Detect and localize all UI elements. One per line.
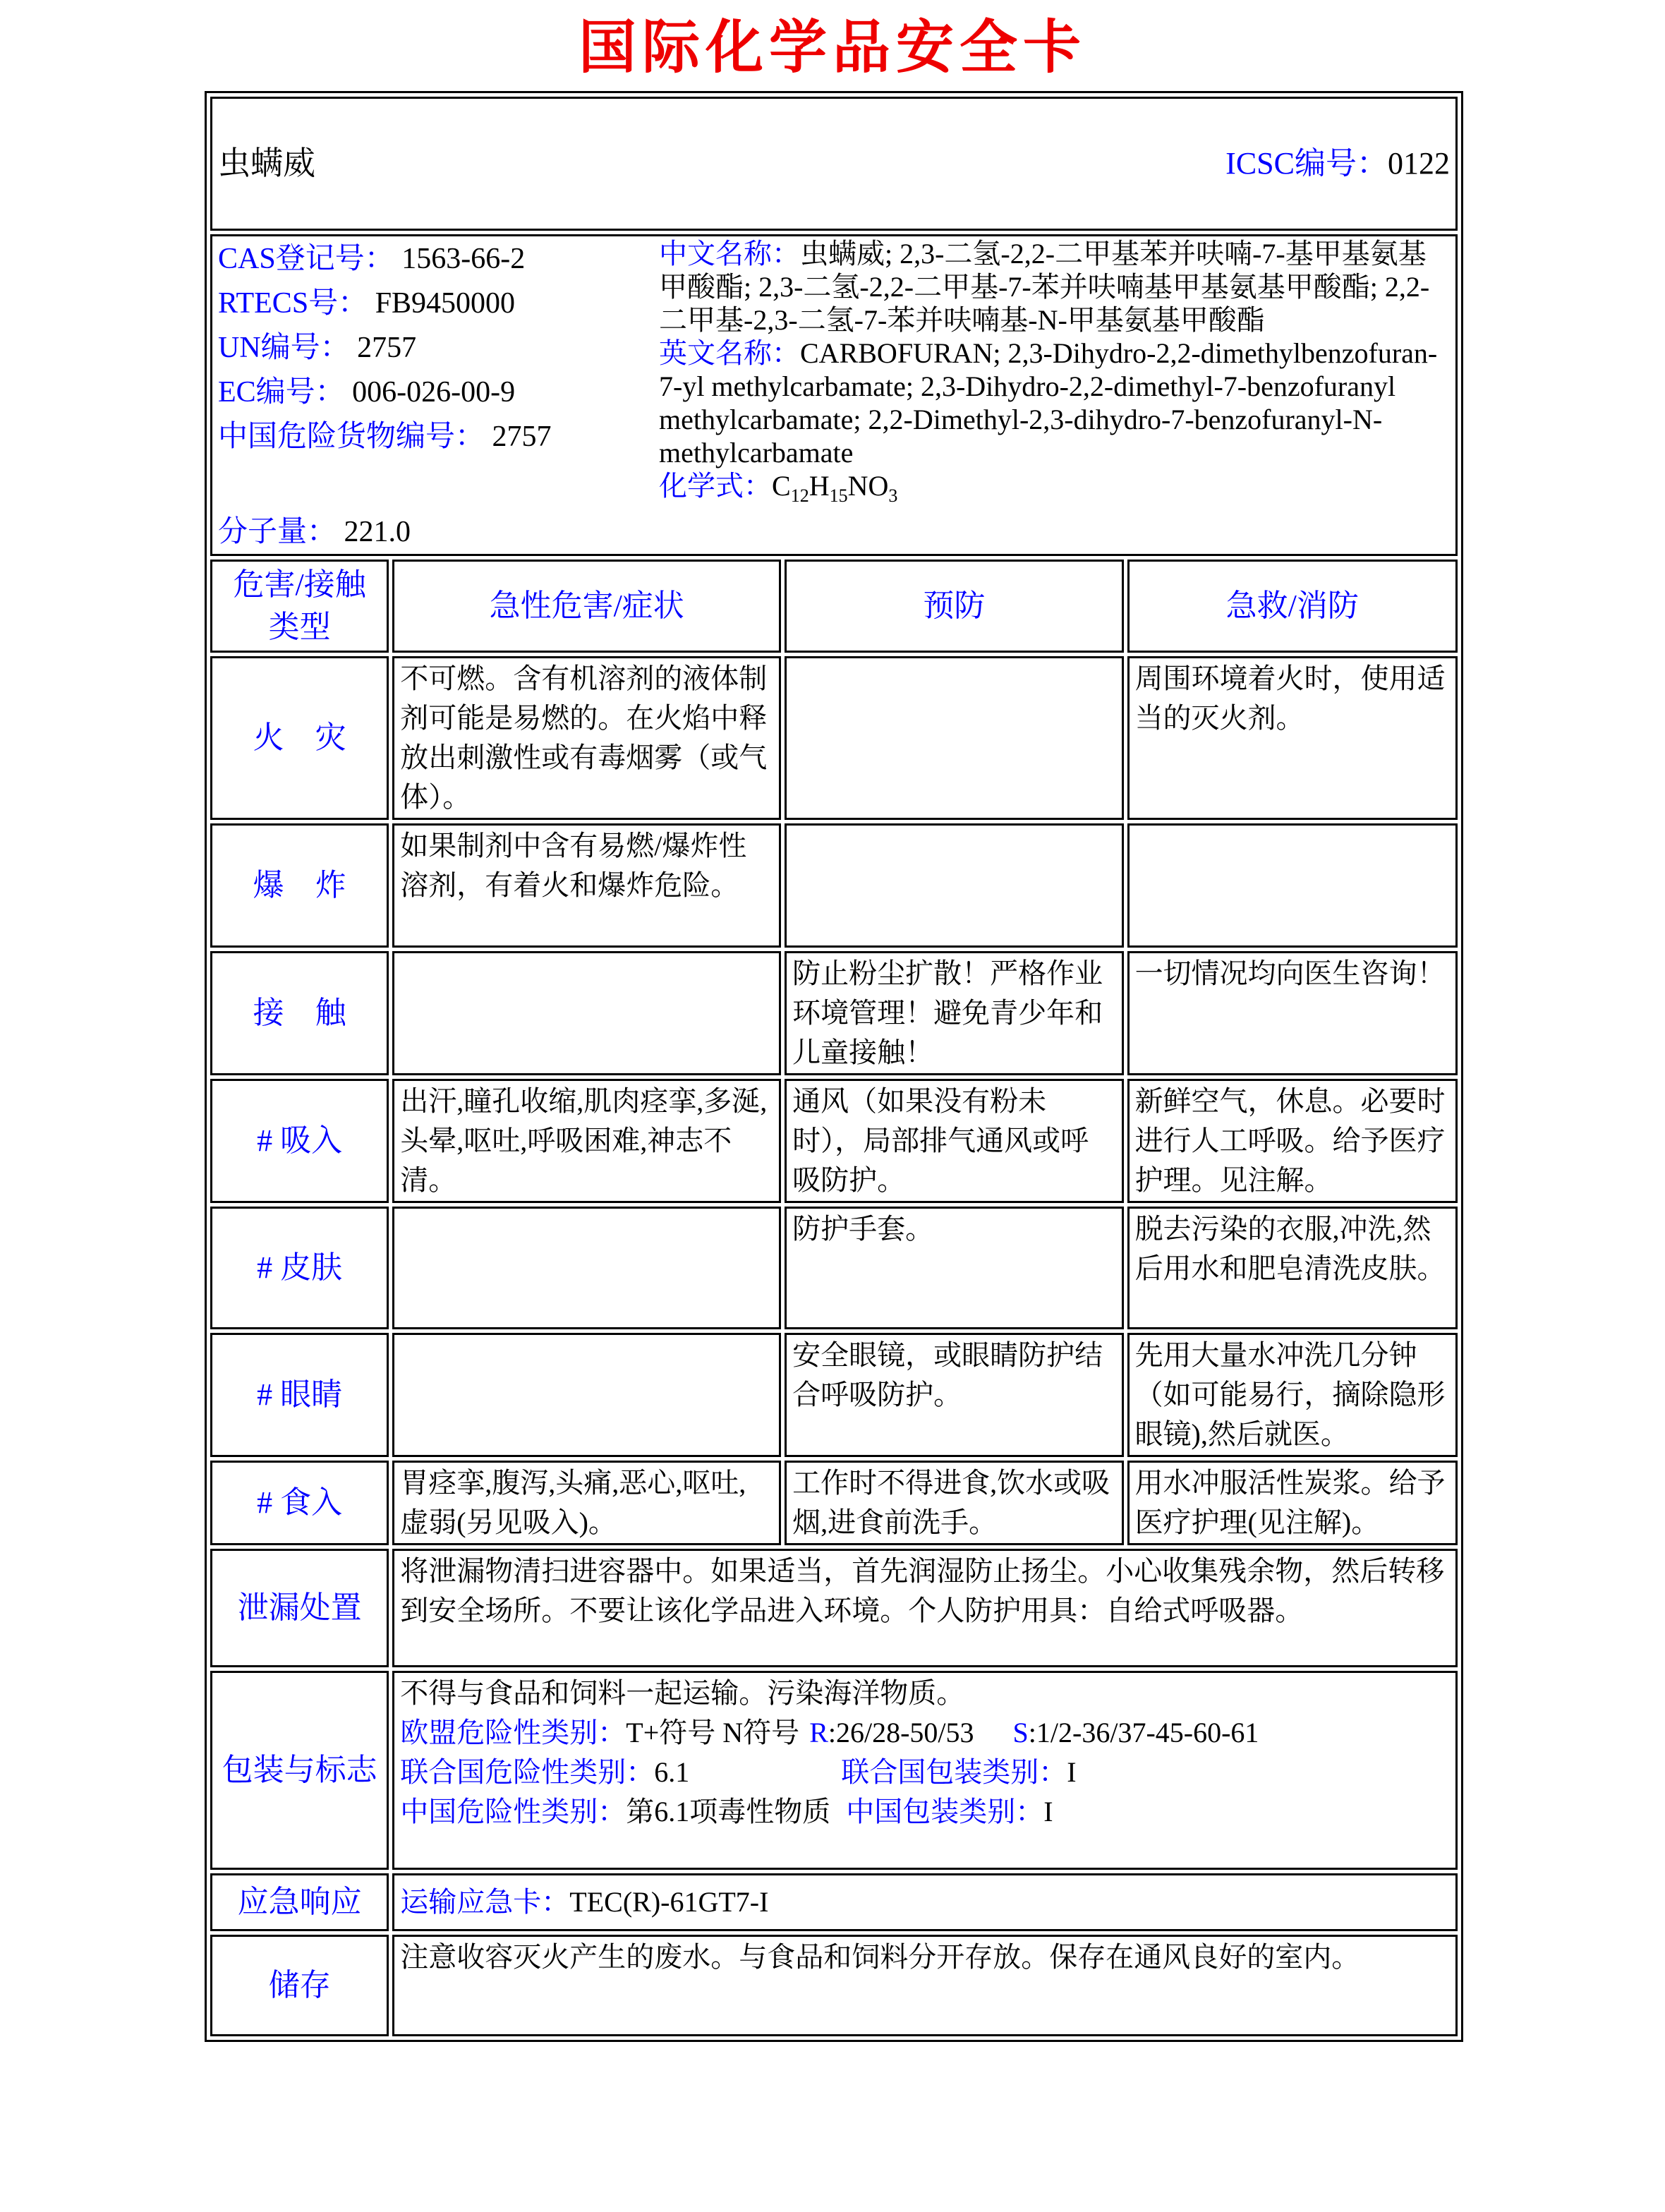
ec-number-line <box>218 370 659 415</box>
cn-hazard-class-value: 第6.1项毒性物质 <box>626 1796 831 1827</box>
english-name-value: CARBOFURAN; 2,3-Dihydro-2,2-dimethylbenzofuran-7-yl methylcarbamate; 2,3-Dihydro-2,2-dimethyl-7-benzofuranyl methylcarbamate; 2,2-Dimethyl-2,3-dihydro-7-benzofuranyl-N-methylcarbamate <box>659 337 1438 469</box>
rtecs-number-value: FB9450000 <box>375 287 516 320</box>
cn-pack-group-label: 中国包装类别： <box>846 1796 1044 1827</box>
exposure-firstaid-cell: 一切情况均向医生咨询！ <box>1127 951 1458 1075</box>
english-name-label: 英文名称： <box>659 337 800 369</box>
ingestion-label: # 食入 <box>210 1461 389 1545</box>
eu-class-label: 欧盟危险性类别： <box>400 1717 626 1748</box>
rtecs-number-line <box>218 282 659 326</box>
fire-prevention-cell <box>785 656 1123 820</box>
emergency-response-label: 应急响应 <box>210 1873 389 1931</box>
header-firstaid-firefighting: 急救/消防 <box>1127 560 1458 653</box>
inhalation-prevention-cell: 通风（如果没有粉未时），局部排气通风或呼吸防护。 <box>785 1079 1123 1203</box>
rtecs-number-label: RTECS号： <box>218 287 368 320</box>
icsc-number-label: ICSC编号： <box>1225 146 1388 181</box>
header-hazard-type: 危害/接触类型 <box>210 560 389 653</box>
inhalation-firstaid-cell: 新鲜空气，休息。必要时进行人工呼吸。给予医疗护理。见注解。 <box>1127 1079 1458 1203</box>
fire-label: 火 灾 <box>210 656 389 820</box>
packaging-eu-class-line <box>400 1713 1450 1753</box>
eyes-symptoms-cell <box>392 1333 781 1457</box>
china-dg-number-label: 中国危险货物编号： <box>218 421 485 453</box>
icsc-number <box>1225 144 1450 183</box>
emergency-response-cell <box>392 1873 1458 1931</box>
ingestion-firstaid-cell: 用水冲服活性炭浆。给予医疗护理(见注解)。 <box>1127 1461 1458 1545</box>
storage-text-cell: 注意收容灭火产生的废水。与食品和饲料分开存放。保存在通风良好的室内。 <box>392 1935 1458 2036</box>
spill-row <box>210 1549 1458 1667</box>
hazard-row-eyes <box>210 1333 1458 1457</box>
identifier-list <box>218 237 659 553</box>
ec-number-label: EC编号： <box>218 376 345 409</box>
china-dg-number-value: 2757 <box>492 421 552 453</box>
cas-number-line <box>218 237 659 282</box>
info-row <box>210 234 1458 556</box>
un-hazard-class-label: 联合国危险性类别： <box>400 1756 655 1788</box>
packaging-cn-class-line <box>400 1792 1450 1832</box>
cas-number-label: CAS登记号： <box>218 243 394 275</box>
page-title: 国际化学品安全卡 <box>578 13 1086 81</box>
cn-pack-group-value: I <box>1043 1796 1053 1827</box>
icsc-card-table <box>205 91 1463 2042</box>
storage-row <box>210 1935 1458 2036</box>
packaging-content-cell <box>392 1671 1458 1870</box>
ec-number-value: 006-026-00-9 <box>352 376 516 409</box>
storage-label: 储存 <box>210 1935 389 2036</box>
cn-hazard-class-label: 中国危险性类别： <box>400 1796 626 1827</box>
hazard-header-row <box>210 560 1458 653</box>
china-dg-number-line <box>218 415 659 459</box>
exposure-prevention-cell: 防止粉尘扩散！严格作业环境管理！避免青少年和儿童接触！ <box>785 951 1123 1075</box>
inhalation-label: # 吸入 <box>210 1079 389 1203</box>
cas-number-value: 1563-66-2 <box>401 243 526 275</box>
hazard-row-fire <box>210 656 1458 820</box>
molecular-weight-label: 分子量： <box>218 516 337 548</box>
emergency-response-row <box>210 1873 1458 1931</box>
exposure-label: 接 触 <box>210 951 389 1075</box>
formula-value: $C_{12}H_{15}NO_3$ <box>772 470 898 506</box>
inhalation-symptoms-cell: 出汗,瞳孔收缩,肌肉痉挛,多涎,头晕,呕吐,呼吸困难,神志不清。 <box>392 1079 781 1203</box>
top-row-cell <box>210 97 1458 231</box>
un-number-label: UN编号： <box>218 332 350 364</box>
formula-label: 化学式： <box>659 470 772 502</box>
transport-emergency-card-value: TEC(R)-61GT7-I <box>569 1886 769 1918</box>
skin-prevention-cell: 防护手套。 <box>785 1207 1123 1329</box>
chemical-name: 虫螨威 <box>218 145 315 181</box>
eu-class-value: T+符号 N符号 <box>626 1717 800 1748</box>
hazard-row-exposure <box>210 951 1458 1075</box>
info-row-cell <box>210 234 1458 556</box>
explosion-symptoms-cell: 如果制剂中含有易燃/爆炸性溶剂，有着火和爆炸危险。 <box>392 823 781 948</box>
transport-emergency-card-label: 运输应急卡： <box>400 1886 570 1918</box>
un-pack-group-label: 联合国包装类别： <box>841 1756 1067 1788</box>
chinese-name-value: 虫螨威; 2,3-二氢-2,2-二甲基苯并呋喃-7-基甲基氨基甲酸酯; 2,3-二氢-2,2-二甲基-7-苯并呋喃基甲基氨基甲酸酯; 2,2-二甲基-2,3-二氢-7-苯并呋喃基-N-甲基氨基甲酸酯 <box>659 238 1430 336</box>
hazard-row-ingestion <box>210 1461 1458 1545</box>
eyes-firstaid-cell: 先用大量水冲洗几分钟（如可能易行，摘除隐形眼镜),然后就医。 <box>1127 1333 1458 1457</box>
fire-firstaid-cell: 周围环境着火时，使用适当的灭火剂。 <box>1127 656 1458 820</box>
hazard-row-skin <box>210 1207 1458 1329</box>
molecular-weight-value: 221.0 <box>344 516 411 548</box>
eyes-label: # 眼睛 <box>210 1333 389 1457</box>
ingestion-prevention-cell: 工作时不得进食,饮水或吸烟,进食前洗手。 <box>785 1461 1123 1545</box>
header-acute-symptoms: 急性危害/症状 <box>392 560 781 653</box>
s-phrases-label: S <box>1012 1717 1029 1748</box>
skin-firstaid-cell: 脱去污染的衣服,冲洗,然后用水和肥皂清洗皮肤。 <box>1127 1207 1458 1329</box>
eyes-prevention-cell: 安全眼镜，或眼睛防护结合呼吸防护。 <box>785 1333 1123 1457</box>
un-number-line <box>218 326 659 370</box>
r-phrases-label: R <box>809 1717 828 1748</box>
r-phrases-value: :26/28-50/53 <box>828 1717 974 1748</box>
packaging-row <box>210 1671 1458 1870</box>
explosion-firstaid-cell <box>1127 823 1458 948</box>
exposure-symptoms-cell <box>392 951 781 1075</box>
chinese-name-label: 中文名称： <box>659 238 800 270</box>
name-block <box>659 237 1450 553</box>
packaging-label: 包装与标志 <box>210 1671 389 1870</box>
explosion-label: 爆 炸 <box>210 823 389 948</box>
un-hazard-class-value: 6.1 <box>654 1756 690 1788</box>
un-number-value: 2757 <box>357 332 417 364</box>
molecular-weight-line <box>218 511 659 553</box>
fire-symptoms-cell: 不可燃。含有机溶剂的液体制剂可能是易燃的。在火焰中释放出刺激性或有毒烟雾（或气体）。 <box>392 656 781 820</box>
un-pack-group-value: I <box>1067 1756 1077 1788</box>
top-row <box>210 97 1458 231</box>
explosion-prevention-cell <box>785 823 1123 948</box>
hazard-row-inhalation <box>210 1079 1458 1203</box>
packaging-transport-note: 不得与食品和饲料一起运输。污染海洋物质。 <box>400 1677 965 1709</box>
packaging-un-class-line <box>400 1753 1450 1792</box>
spill-text-cell: 将泄漏物清扫进容器中。如果适当，首先润湿防止扬尘。小心收集残余物，然后转移到安全场所。不要让该化学品进入环境。个人防护用具：自给式呼吸器。 <box>392 1549 1458 1667</box>
ingestion-symptoms-cell: 胃痉挛,腹泻,头痛,恶心,呕吐,虚弱(另见吸入)。 <box>392 1461 781 1545</box>
header-prevention: 预防 <box>785 560 1123 653</box>
s-phrases-value: :1/2-36/37-45-60-61 <box>1028 1717 1259 1748</box>
hazard-row-explosion <box>210 823 1458 948</box>
icsc-number-value: 0122 <box>1388 146 1450 181</box>
skin-label: # 皮肤 <box>210 1207 389 1329</box>
skin-symptoms-cell <box>392 1207 781 1329</box>
spill-label: 泄漏处置 <box>210 1549 389 1667</box>
